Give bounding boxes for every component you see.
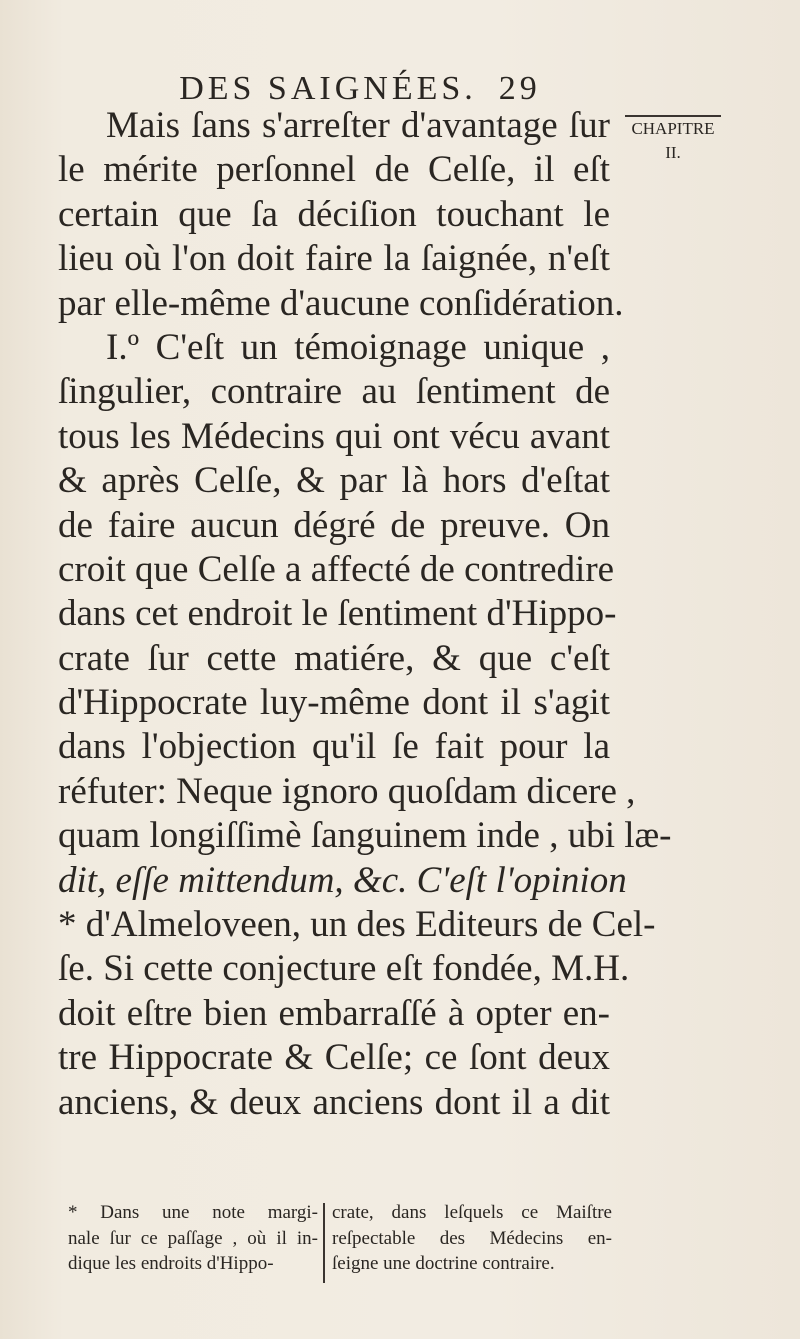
running-header bbox=[100, 70, 620, 108]
footnote-left-column bbox=[68, 1200, 318, 1277]
text-line: quam longiſſimè ſanguinem inde , ubi læ- bbox=[58, 815, 672, 857]
text-line: Mais ſans s'arreſter d'avantage ſur bbox=[106, 105, 610, 146]
text-line: certain que ſa déciſion touchant le bbox=[58, 193, 610, 235]
text-line: dans l'objection qu'il ſe fait pour la bbox=[58, 726, 610, 768]
footnote-line: ſeigne une doctrine contraire. bbox=[332, 1253, 555, 1274]
text-line: croit que Celſe a affecté de contredire bbox=[58, 548, 615, 590]
footnote-line: nale ſur ce paſſage , où il in- bbox=[68, 1227, 318, 1249]
footnote-line: dique les endroits d'Hippo- bbox=[68, 1253, 274, 1274]
footnote-line: * Dans une note margi- bbox=[68, 1202, 318, 1223]
footnote-column-rule bbox=[323, 1203, 325, 1283]
text-line: ſingulier, contraire au ſentiment de bbox=[58, 371, 610, 413]
text-line: réfuter: Neque ignoro quoſdam dicere , bbox=[58, 770, 636, 812]
text-line: doit eſtre bien embarraſſé à opter en- bbox=[58, 992, 610, 1034]
footnote-line: reſpectable des Médecins en- bbox=[332, 1227, 612, 1249]
text-line: dans cet endroit le ſentiment d'Hippo- bbox=[58, 593, 617, 635]
text-line: * d'Almeloveen, un des Editeurs de Cel- bbox=[58, 904, 656, 946]
footnote-line: crate, dans leſquels ce Maiſtre bbox=[332, 1202, 612, 1223]
footnote-right-column bbox=[332, 1200, 612, 1277]
text-line: anciens, & deux anciens dont il a dit bbox=[58, 1081, 610, 1123]
text-line: lieu où l'on doit faire la ſaignée, n'eſt bbox=[58, 238, 610, 280]
margin-chapter-label bbox=[625, 115, 721, 165]
text-line: d'Hippocrate luy-même dont il s'agit bbox=[58, 682, 610, 724]
text-line: I.º C'eſt un témoignage unique , bbox=[106, 326, 610, 368]
chapter-number: II. bbox=[665, 143, 681, 162]
chapter-word: CHAPITRE bbox=[631, 119, 715, 138]
text-line: par elle-même d'aucune conſidération. bbox=[58, 282, 624, 324]
text-line: ſe. Si cette conjecture eſt fondée, M.H. bbox=[58, 948, 630, 990]
text-line: & après Celſe, & par là hors d'eſtat bbox=[58, 460, 610, 502]
text-line: le mérite perſonnel de Celſe, il eſt bbox=[58, 149, 610, 191]
text-line: tous les Médecins qui ont vécu avant bbox=[58, 415, 610, 457]
text-line: dit, eſſe mittendum, &c. C'eſt l'opinion bbox=[58, 859, 627, 901]
text-line: crate ſur cette matiére, & que c'eſt bbox=[58, 637, 610, 679]
running-title: DES SAIGNÉES. bbox=[179, 70, 477, 107]
text-line: de faire aucun dégré de preuve. On bbox=[58, 504, 610, 546]
text-line bbox=[58, 1125, 610, 1169]
page-number: 29 bbox=[498, 70, 541, 107]
main-text bbox=[58, 104, 672, 1169]
text-line: tre Hippocrate & Celſe; ce ſont deux bbox=[58, 1037, 610, 1079]
